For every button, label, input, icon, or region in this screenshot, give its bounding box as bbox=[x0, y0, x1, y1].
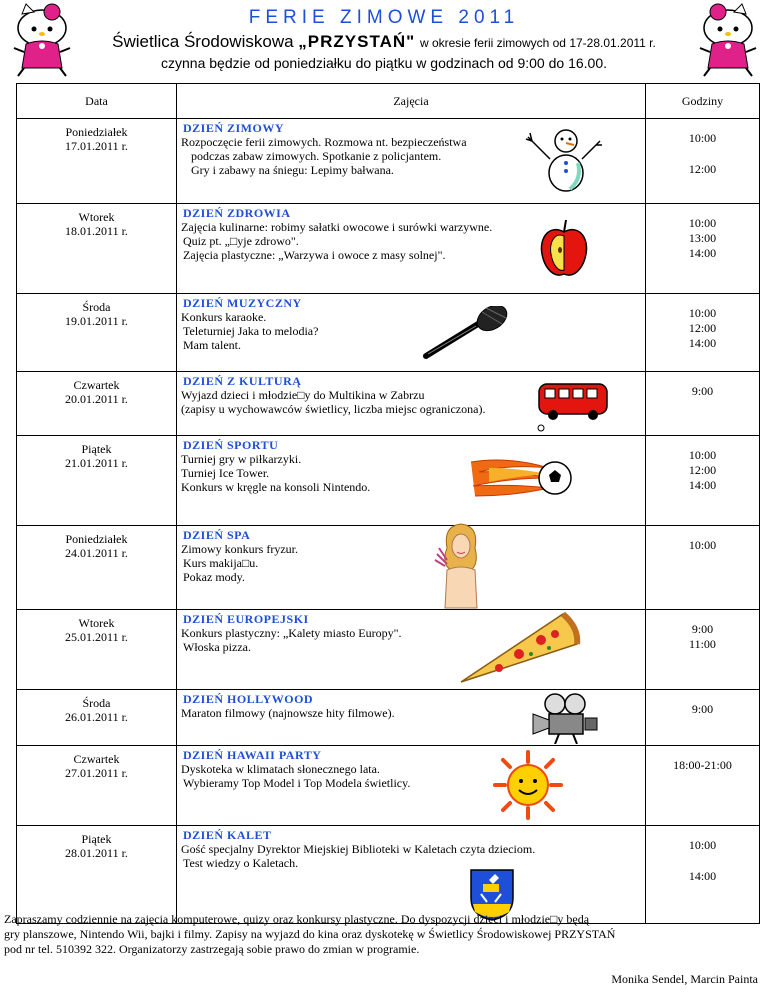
org-name: „PRZYSTAŃ" bbox=[298, 32, 416, 51]
film-camera-icon bbox=[529, 692, 601, 744]
activity-cell bbox=[177, 294, 646, 372]
day-theme: DZIEŃ EUROPEJSKI bbox=[183, 612, 309, 626]
org-prefix: Świetlica Środowiskowa bbox=[112, 32, 294, 51]
hour: 10:00 bbox=[688, 838, 717, 852]
hours-cell bbox=[646, 436, 760, 526]
activity-line: Konkurs plastyczny: „Kalety miasto Europy". bbox=[181, 626, 402, 640]
activity-line: Dyskoteka w klimatach słonecznego lata. bbox=[181, 762, 380, 776]
table-row bbox=[17, 826, 760, 924]
date: 26.01.2011 r. bbox=[65, 710, 128, 724]
hour: 11:00 bbox=[689, 637, 716, 651]
hour: 9:00 bbox=[691, 384, 714, 398]
signature: Monika Sendel, Marcin Painta bbox=[611, 972, 758, 986]
activity-cell bbox=[177, 746, 646, 826]
date-cell bbox=[17, 204, 177, 294]
hours-cell bbox=[646, 294, 760, 372]
activity-line: Gość specjalny Dyrektor Miejskiej Biblioteki w Kaletach czyta dzieciom. bbox=[181, 842, 536, 856]
activity-line: Teleturniej Jaka to melodia? bbox=[183, 324, 319, 338]
fireball-icon bbox=[469, 452, 573, 500]
activity-cell bbox=[177, 526, 646, 610]
header-date: Data bbox=[17, 84, 177, 119]
header-hours: Godziny bbox=[646, 84, 760, 119]
table-header-row bbox=[17, 84, 760, 119]
date: 28.01.2011 r. bbox=[65, 846, 128, 860]
table-row bbox=[17, 372, 760, 436]
hour: 18:00-21:00 bbox=[673, 758, 732, 772]
weekday: Piątek bbox=[81, 832, 112, 846]
activity-line: Włoska pizza. bbox=[183, 640, 251, 654]
day-theme: DZIEŃ SPORTU bbox=[183, 438, 279, 452]
hours-cell bbox=[646, 690, 760, 746]
activity-cell bbox=[177, 826, 646, 924]
day-theme: DZIEŃ ZDROWIA bbox=[183, 206, 291, 220]
table-row bbox=[17, 436, 760, 526]
activity-line: Konkurs w kręgle na konsoli Nintendo. bbox=[181, 480, 371, 494]
activity-cell bbox=[177, 610, 646, 690]
date-cell bbox=[17, 690, 177, 746]
activity-line: Turniej Ice Tower. bbox=[181, 466, 270, 480]
hour: 14:00 bbox=[688, 336, 717, 350]
table-row bbox=[17, 526, 760, 610]
activity-line: Wybieramy Top Model i Top Modela świetlicy. bbox=[183, 776, 411, 790]
date: 21.01.2011 r. bbox=[65, 456, 128, 470]
activity-line: Mam talent. bbox=[183, 338, 241, 352]
hour: 9:00 bbox=[691, 622, 714, 636]
date-cell bbox=[17, 294, 177, 372]
date: 25.01.2011 r. bbox=[65, 630, 128, 644]
day-theme: DZIEŃ HAWAII PARTY bbox=[183, 748, 322, 762]
weekday: Piątek bbox=[81, 442, 112, 456]
activity-line: Kurs makija□u. bbox=[183, 556, 259, 570]
day-theme: DZIEŃ SPA bbox=[183, 528, 251, 542]
footer-line: gry planszowe, Nintendo Wii, bajki i filmy. Zapisy na wyjazd do kina oraz dyskotekę w Świetlicy Środowiskowej PRZYSTAŃ bbox=[4, 927, 616, 941]
activity-line: Maraton filmowy (najnowsze hity filmowe). bbox=[181, 706, 395, 720]
hours-cell bbox=[646, 119, 760, 204]
day-theme: DZIEŃ MUZYCZNY bbox=[183, 296, 302, 310]
hour: 10:00 bbox=[688, 216, 717, 230]
table-row bbox=[17, 690, 760, 746]
activity-line: Zajęcia plastyczne: „Warzywa i owoce z masy solnej". bbox=[183, 248, 446, 262]
activity-line: Turniej gry w piłkarzyki. bbox=[181, 452, 302, 466]
day-theme: DZIEŃ HOLLYWOOD bbox=[183, 692, 314, 706]
hour: 14:00 bbox=[688, 869, 717, 883]
date-cell bbox=[17, 436, 177, 526]
hours-cell bbox=[646, 746, 760, 826]
date-cell bbox=[17, 610, 177, 690]
weekday: Środa bbox=[82, 696, 111, 710]
activity-line: Zimowy konkurs fryzur. bbox=[181, 542, 298, 556]
date: 17.01.2011 r. bbox=[65, 139, 128, 153]
activity-line: Gry i zabawy na śniegu: Lepimy bałwana. bbox=[191, 163, 394, 177]
table-row bbox=[17, 746, 760, 826]
activity-cell bbox=[177, 436, 646, 526]
hour: 9:00 bbox=[691, 702, 714, 716]
hour: 13:00 bbox=[688, 231, 717, 245]
day-theme: DZIEŃ Z KULTURĄ bbox=[183, 374, 302, 388]
hour: 10:00 bbox=[688, 131, 717, 145]
day-theme: DZIEŃ ZIMOWY bbox=[183, 121, 285, 135]
activity-line: Zajęcia kulinarne: robimy sałatki owocowe i surówki warzywne. bbox=[181, 220, 493, 234]
activity-line: Wyjazd dzieci i młodzie□y do Multikina w Zabrzu bbox=[181, 388, 425, 402]
weekday: Poniedziałek bbox=[65, 532, 128, 546]
activity-cell bbox=[177, 690, 646, 746]
woman-icon bbox=[433, 518, 487, 610]
date: 24.01.2011 r. bbox=[65, 546, 128, 560]
weekday: Czwartek bbox=[73, 752, 120, 766]
hours-cell bbox=[646, 826, 760, 924]
hour: 14:00 bbox=[688, 478, 717, 492]
date-cell bbox=[17, 826, 177, 924]
hour: 12:00 bbox=[688, 463, 717, 477]
date-cell bbox=[17, 526, 177, 610]
hours-cell bbox=[646, 204, 760, 294]
weekday: Wtorek bbox=[78, 616, 115, 630]
hour: 12:00 bbox=[688, 321, 717, 335]
activity-cell bbox=[177, 372, 646, 436]
day-theme: DZIEŃ KALET bbox=[183, 828, 272, 842]
hours-cell bbox=[646, 526, 760, 610]
date-cell bbox=[17, 119, 177, 204]
schedule-table bbox=[16, 83, 760, 924]
hour: 14:00 bbox=[688, 246, 717, 260]
microphone-icon bbox=[422, 306, 512, 360]
hour: 10:00 bbox=[688, 448, 717, 462]
date: 18.01.2011 r. bbox=[65, 224, 128, 238]
hours-cell bbox=[646, 610, 760, 690]
header-org-line bbox=[0, 32, 768, 52]
footer-text bbox=[4, 912, 766, 957]
activity-cell bbox=[177, 119, 646, 204]
activity-line: Test wiedzy o Kaletach. bbox=[183, 856, 299, 870]
activity-line: (zapisy u wychowawców świetlicy, liczba miejsc ograniczona). bbox=[181, 402, 486, 416]
hours-cell bbox=[646, 372, 760, 436]
header-activities: Zajęcia bbox=[177, 84, 646, 119]
hour: 10:00 bbox=[688, 306, 717, 320]
hour: 10:00 bbox=[688, 538, 717, 552]
activity-line: podczas zabaw zimowych. Spotkanie z policjantem. bbox=[191, 149, 442, 163]
footer-line: Zapraszamy codziennie na zajęcia komputerowe, quizy oraz konkursy plastyczne. Do dyspozycji dzieci i młodzie□y będą bbox=[4, 912, 590, 926]
activity-line: Rozpoczęcie ferii zimowych. Rozmowa nt. bezpieczeństwa bbox=[181, 135, 467, 149]
pizza-icon bbox=[459, 610, 583, 688]
sun-icon bbox=[493, 750, 563, 820]
table-row bbox=[17, 610, 760, 690]
date-cell bbox=[17, 372, 177, 436]
date: 19.01.2011 r. bbox=[65, 314, 128, 328]
bus-icon bbox=[537, 378, 609, 434]
weekday: Wtorek bbox=[78, 210, 115, 224]
date-cell bbox=[17, 746, 177, 826]
table-row bbox=[17, 119, 760, 204]
table-row bbox=[17, 294, 760, 372]
activity-line: Quiz pt. „□yje zdrowo". bbox=[183, 234, 299, 248]
page-title: FERIE ZIMOWE 2011 bbox=[248, 7, 520, 28]
weekday: Środa bbox=[82, 300, 111, 314]
weekday: Czwartek bbox=[73, 378, 120, 392]
footer-line: pod nr tel. 510392 322. Organizatorzy zastrzegają sobie prawo do zmian w programie. bbox=[4, 942, 420, 956]
snowman-icon bbox=[522, 123, 604, 197]
apple-icon bbox=[539, 218, 589, 280]
activity-cell bbox=[177, 204, 646, 294]
table-row bbox=[17, 204, 760, 294]
period-text: w okresie ferii zimowych od 17-28.01.2011 r. bbox=[419, 36, 656, 50]
opening-hours-text: czynna będzie od poniedziałku do piątku w godzinach od 9:00 do 16.00. bbox=[161, 55, 607, 71]
activity-line: Pokaz mody. bbox=[183, 570, 245, 584]
hour: 12:00 bbox=[688, 162, 717, 176]
activity-line: Konkurs karaoke. bbox=[181, 310, 267, 324]
weekday: Poniedziałek bbox=[65, 125, 128, 139]
date: 20.01.2011 r. bbox=[65, 392, 128, 406]
date: 27.01.2011 r. bbox=[65, 766, 128, 780]
